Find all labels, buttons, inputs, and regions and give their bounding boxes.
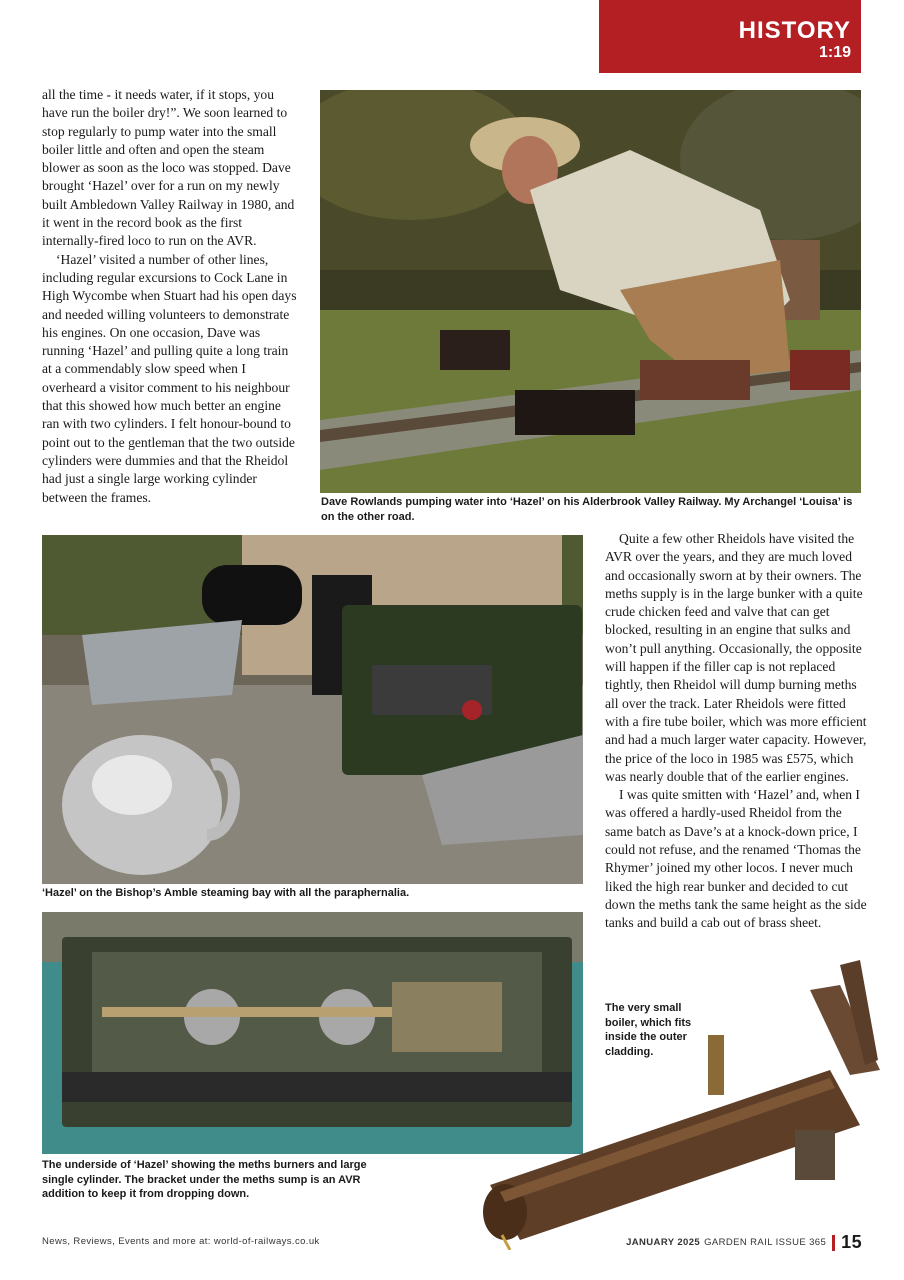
section-scale: 1:19	[818, 44, 851, 61]
caption-photo-3: The underside of ‘Hazel’ showing the meths burners and large single cylinder. The bracket under the meths sump is an AVR addition to keep it from dropping down.	[42, 1159, 367, 1200]
page-number: 15	[841, 1232, 862, 1252]
paragraph: Quite a few other Rheidols have visited the AVR over the years, and they are much loved and occasionally sworn at by their owners. The meths supply is in the large bunker with a quite crude chicken feed and valve that can get blocked, resulting in an engine that sulks and won’t pull anything. Occasionally, the opposite will happen if the filler cap is not replaced tightly, then Rheidol will dump burning meths all over the track. Later Rheidols were fitted with a fire tube boiler, which was more efficient and had a much larger water capacity. However, the price of the loco in 1985 was £575, which was nearly double that of the earlier engines.	[605, 531, 867, 784]
article-column-right	[605, 530, 867, 933]
article-column-left	[42, 86, 301, 507]
photo-steaming-bay	[42, 535, 583, 884]
section-name: HISTORY	[738, 17, 851, 44]
section-badge	[599, 0, 861, 73]
footer-website: News, Reviews, Events and more at: world-of-railways.co.uk	[42, 1236, 320, 1247]
footer-divider	[832, 1235, 835, 1251]
issue-date: JANUARY 2025	[626, 1237, 701, 1248]
paragraph: ‘Hazel’ visited a number of other lines, including regular excursions to Cock Lane in High Wycombe when Stuart had his open days and needed willing volunteers to demonstrate his engines. On one occasion, Dave was running ‘Hazel’ and pulling quite a long train at a commendably slow speed when I overheard a visitor comment to his neighbour that this showed how much better an engine ran with two cylinders. I felt honour-bound to point out to the gentleman that the two outside cylinders were dummies and that the Rheidol had just a single large working cylinder between the frames.	[42, 251, 297, 505]
issue-title: GARDEN RAIL ISSUE 365	[704, 1237, 827, 1248]
caption-photo-1: Dave Rowlands pumping water into ‘Hazel’ on his Alderbrook Valley Railway. My Archangel ‘Louisa’ is on the other road.	[321, 496, 853, 523]
footer-issue-info	[626, 1232, 862, 1253]
caption-photo-2: ‘Hazel’ on the Bishop’s Amble steaming bay with all the paraphernalia.	[42, 887, 410, 899]
caption-photo-4: The very small boiler, which fits inside the outer cladding.	[605, 1002, 692, 1058]
paragraph: I was quite smitten with ‘Hazel’ and, when I was offered a hardly-used Rheidol from the same batch as Dave’s at a knock-down price, I could not refuse, and the renamed ‘Thomas the Rhymer’ joined my other locos. I never much liked the high rear bunker and decided to cut down the meths tank the same height as the side tanks and build a cab out of brass sheet.	[605, 787, 867, 931]
paragraph: all the time - it needs water, if it stops, you have run the boiler dry!”. We soon learned to stop regularly to pump water into the small boiler little and often and open the steam blower as soon as the loco was stopped. Dave brought ‘Hazel’ over for a run on my newly built Ambledown Valley Railway in 1980, and it went in the record book as the first internally-fired loco to run on the AVR.	[42, 87, 295, 249]
photo-dave-rowlands-pumping	[320, 90, 861, 493]
